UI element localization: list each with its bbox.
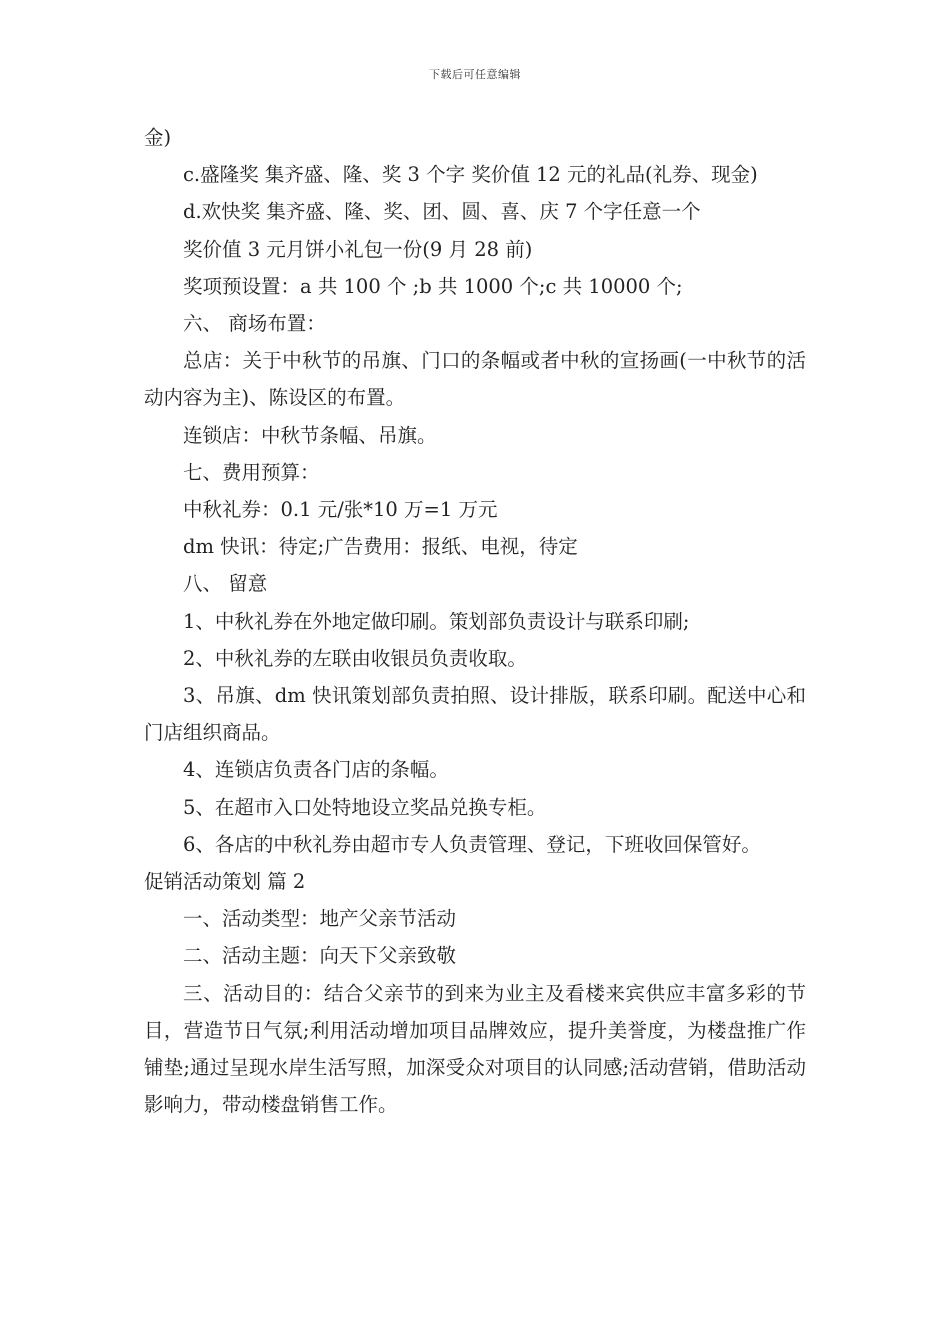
article-title: 促销活动策划 篇 2 (144, 870, 306, 894)
list-item: 3、吊旗、dm 快讯策划部负责拍照、设计排版，联系印刷。配送中心和门店组织商品。 (144, 684, 806, 745)
list-item: 4、连锁店负责各门店的条幅。 (183, 758, 449, 782)
paragraph: d.欢快奖 集齐盛、隆、奖、团、圆、喜、庆 7 个字任意一个 (183, 200, 701, 224)
paragraph: 中秋礼券：0.1 元/张*10 万=1 万元 (183, 498, 498, 522)
paragraph: 金) (144, 126, 172, 149)
paragraph: 二、活动主题：向天下父亲致敬 (183, 944, 457, 968)
paragraph: 一、活动类型：地产父亲节活动 (183, 907, 457, 931)
list-item: 1、中秋礼券在外地定做印刷。策划部负责设计与联系印刷; (183, 609, 690, 633)
section-heading: 六、 商场布置： (183, 312, 326, 336)
list-item: 5、在超市入口处特地设立奖品兑换专柜。 (183, 795, 547, 819)
list-item: 2、中秋礼券的左联由收银员负责收取。 (183, 646, 527, 670)
section-heading: 七、费用预算： (183, 460, 320, 484)
document-body (144, 119, 806, 1123)
paragraph: 奖项预设置：a 共 100 个 ;b 共 1000 个;c 共 10000 个; (183, 274, 683, 298)
paragraph: 总店：关于中秋节的吊旗、门口的条幅或者中秋的宣扬画(一中秋节的活动内容为主)、陈设区的布置。 (144, 349, 806, 410)
section-heading: 八、 留意 (183, 572, 268, 596)
paragraph: c.盛隆奖 集齐盛、隆、奖 3 个字 奖价值 12 元的礼品(礼券、现金) (183, 163, 758, 187)
paragraph: 连锁店：中秋节条幅、吊旗。 (183, 423, 437, 447)
paragraph: dm 快讯：待定;广告费用：报纸、电视，待定 (183, 535, 578, 559)
page-header-note: 下载后可任意编辑 (429, 68, 521, 81)
paragraph: 三、活动目的：结合父亲节的到来为业主及看楼来宾供应丰富多彩的节目，营造节日气氛;利用活动增加项目品牌效应，提升美誉度，为楼盘推广作铺垫;通过呈现水岸生活写照，加深受众对项目的认同感;活动营销，借助活动影响力，带动楼盘销售工作。 (144, 981, 806, 1117)
list-item: 6、各店的中秋礼券由超市专人负责管理、登记，下班收回保管好。 (183, 832, 761, 856)
paragraph: 奖价值 3 元月饼小礼包一份(9 月 28 前) (183, 237, 533, 261)
